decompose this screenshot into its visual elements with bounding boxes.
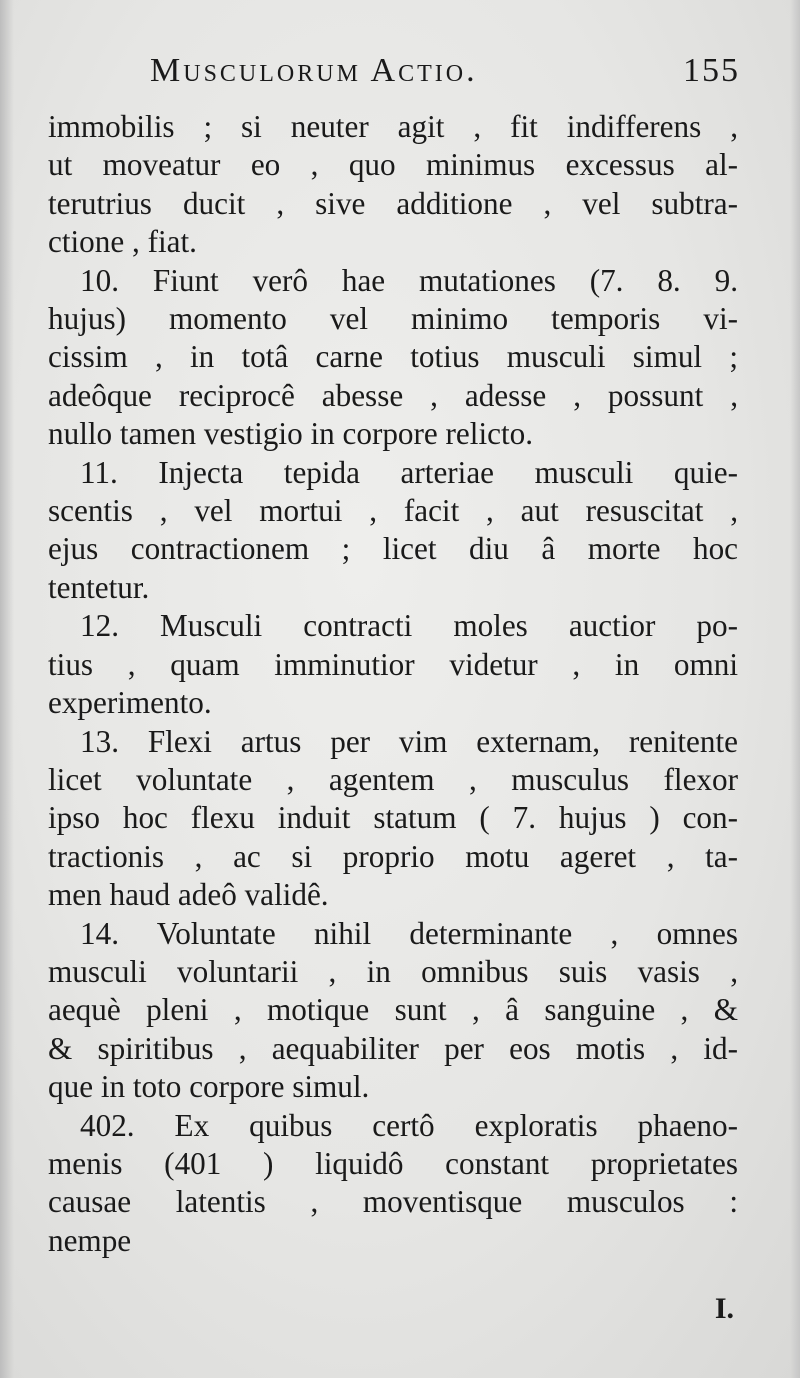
body-text <box>48 108 738 1260</box>
text-line: tentetur. <box>48 569 150 605</box>
text-line: cissim , in totâ carne totius musculi simul ; <box>48 339 738 375</box>
text-line: menis (401 ) liquidô constant proprietates <box>48 1145 738 1181</box>
text-line: men haud adeô validê. <box>48 877 329 913</box>
text-line: aequè pleni , motique sunt , â sanguine , & <box>48 992 738 1028</box>
paragraph-start-line: 13. Flexi artus per vim externam, renitente <box>80 723 738 759</box>
text-line: tractionis , ac si proprio motu ageret , ta- <box>48 838 738 874</box>
page-header <box>150 52 740 100</box>
page-edge-shadow-left <box>0 0 14 1378</box>
text-line: hujus) momento vel minimo temporis vi- <box>48 301 738 337</box>
text-line: nempe <box>48 1222 132 1258</box>
text-line: ctione , fiat. <box>48 224 197 260</box>
text-line: ipso hoc flexu induit statum ( 7. hujus ) con- <box>48 800 738 836</box>
text-line: adeôque reciprocê abesse , adesse , possunt , <box>48 377 738 413</box>
text-line: experimento. <box>48 685 212 721</box>
catchword: I. <box>714 1292 734 1325</box>
text-line: nullo tamen vestigio in corpore relicto. <box>48 416 534 452</box>
text-line: scentis , vel mortui , facit , aut resuscitat , <box>48 493 738 529</box>
text-line: ejus contractionem ; licet diu â morte hoc <box>48 531 738 567</box>
paragraph-start-line: 11. Injecta tepida arteriae musculi quie- <box>80 454 738 490</box>
paragraph-start-line: 402. Ex quibus certô exploratis phaeno- <box>80 1107 738 1143</box>
text-line: ut moveatur eo , quo minimus excessus al- <box>48 147 738 183</box>
text-line: terutrius ducit , sive additione , vel subtra- <box>48 185 738 221</box>
paragraph-start-line: 10. Fiunt verô hae mutationes (7. 8. 9. <box>80 262 738 298</box>
running-title: Musculorum Actio. <box>150 52 478 89</box>
text-line: causae latentis , moventisque musculos : <box>48 1184 738 1220</box>
text-line: immobilis ; si neuter agit , fit indifferens , <box>48 109 738 144</box>
text-line: licet voluntate , agentem , musculus flexor <box>48 761 738 797</box>
text-line: & spiritibus , aequabiliter per eos motis , id- <box>48 1030 738 1066</box>
page-edge-shadow-right <box>790 0 800 1378</box>
text-line: tius , quam imminutior videtur , in omni <box>48 646 738 682</box>
page-number: 155 <box>683 52 740 89</box>
paragraph-start-line: 14. Voluntate nihil determinante , omnes <box>80 915 738 951</box>
text-line: que in toto corpore simul. <box>48 1069 370 1105</box>
text-line: musculi voluntarii , in omnibus suis vasis , <box>48 953 738 989</box>
paragraph-start-line: 12. Musculi contracti moles auctior po- <box>80 608 738 644</box>
